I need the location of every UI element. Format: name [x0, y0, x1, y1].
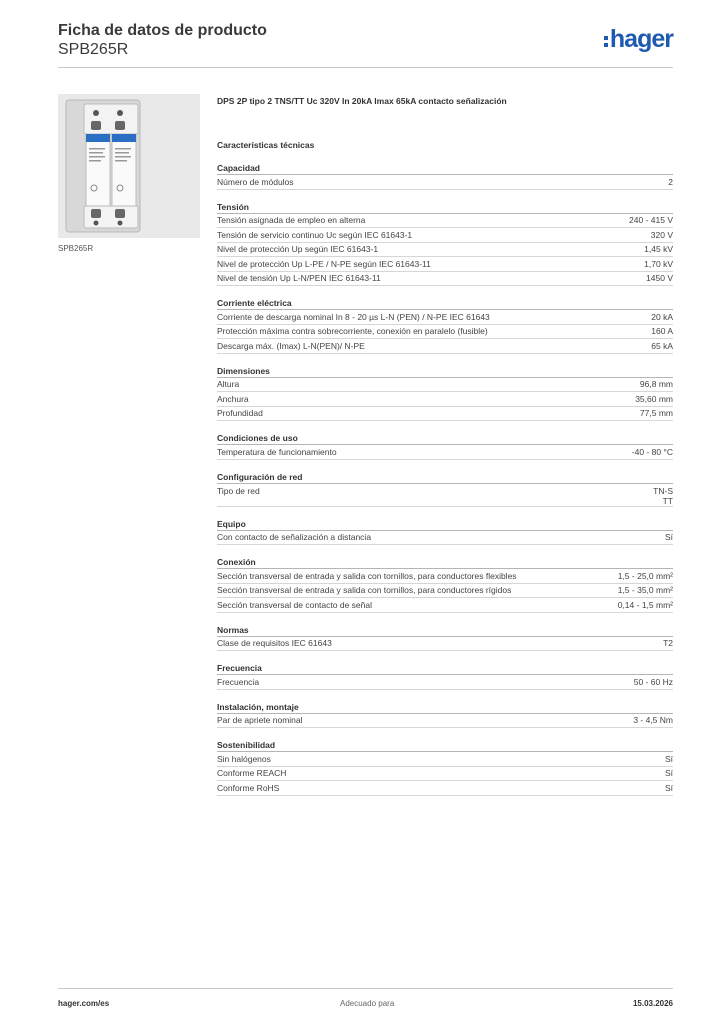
- spec-label: Sección transversal de entrada y salida con tornillos, para conductores flexibles: [217, 570, 517, 581]
- spec-value: 20 kA: [651, 311, 673, 322]
- page-footer: [58, 988, 673, 1008]
- spec-label: Par de apriete nominal: [217, 715, 303, 726]
- section-title: Configuración de red: [217, 468, 673, 484]
- spec-row: [217, 175, 673, 190]
- section-title: Tensión: [217, 198, 673, 214]
- spec-label: Sin halógenos: [217, 753, 271, 764]
- spec-row: [217, 392, 673, 407]
- image-caption: SPB265R: [58, 244, 94, 253]
- spec-value: 320 V: [650, 229, 673, 240]
- spec-row: [217, 752, 673, 767]
- spec-section: [217, 621, 673, 652]
- spec-value-line: TN-S: [653, 485, 673, 496]
- spec-row: [217, 325, 673, 340]
- spec-label: Clase de requisitos IEC 61643: [217, 638, 332, 649]
- spec-label: Sección transversal de contacto de señal: [217, 599, 372, 610]
- spec-value-line: TT: [662, 495, 673, 506]
- spec-section: [217, 294, 673, 354]
- spec-section: [217, 159, 673, 190]
- spec-row: [217, 445, 673, 460]
- spec-row: [217, 272, 673, 287]
- spec-label: Protección máxima contra sobrecorriente, conexión en paralelo (fusible): [217, 326, 488, 337]
- section-title: Instalación, montaje: [217, 698, 673, 714]
- spec-row: [217, 675, 673, 690]
- spec-label: Tipo de red: [217, 485, 260, 496]
- spec-row: [217, 584, 673, 599]
- spec-value: 2: [668, 176, 673, 187]
- spec-label: Tensión de servicio continuo Uc según IEC 61643-1: [217, 229, 413, 240]
- spec-sections: [217, 159, 673, 796]
- spec-label: Tensión asignada de empleo en alterna: [217, 215, 366, 226]
- section-title: Corriente eléctrica: [217, 294, 673, 310]
- spec-section: [217, 698, 673, 729]
- spec-value: 35,60 mm: [635, 393, 673, 404]
- spec-label: Número de módulos: [217, 176, 294, 187]
- spec-value: 1,5 - 25,0 mm²: [617, 570, 673, 581]
- spec-row: [217, 310, 673, 325]
- spec-value: Sí: [664, 768, 673, 779]
- spec-section: [217, 515, 673, 546]
- spec-row: [217, 781, 673, 796]
- spec-row: [217, 598, 673, 613]
- spec-value: 1,45 kV: [644, 244, 673, 255]
- spec-row: [217, 378, 673, 393]
- page-title: Ficha de datos de producto: [58, 22, 267, 39]
- spec-label: Descarga máx. (Imax) L-N(PEN)/ N-PE: [217, 340, 365, 351]
- spec-content: [217, 96, 673, 796]
- spec-value: T2: [663, 638, 673, 649]
- spec-section: [217, 736, 673, 796]
- spec-label: Conforme RoHS: [217, 782, 280, 793]
- section-title: Frecuencia: [217, 659, 673, 675]
- spec-value: 240 - 415 V: [629, 215, 673, 226]
- section-title: Capacidad: [217, 159, 673, 175]
- product-reference: SPB265R: [58, 41, 129, 58]
- spec-value: Sí: [664, 782, 673, 793]
- spec-label: Sección transversal de entrada y salida con tornillos, para conductores rígidos: [217, 585, 512, 596]
- spec-row: [217, 531, 673, 546]
- product-description: DPS 2P tipo 2 TNS/TT Uc 320V In 20kA Imax 65kA contacto señalización: [217, 96, 507, 106]
- spec-label: Conforme REACH: [217, 768, 287, 779]
- logo-dots-icon: [604, 36, 608, 47]
- section-title: Normas: [217, 621, 673, 637]
- spec-label: Frecuencia: [217, 676, 260, 687]
- page-header: [58, 22, 673, 68]
- footer-website-link[interactable]: hager.com/es: [58, 999, 110, 1008]
- spec-label: Con contacto de señalización a distancia: [217, 532, 372, 543]
- spec-value: 50 - 60 Hz: [633, 676, 673, 687]
- spec-row: [217, 714, 673, 729]
- spec-value: 160 A: [651, 326, 673, 337]
- specs-heading: Características técnicas: [217, 140, 315, 150]
- spec-section: [217, 659, 673, 690]
- spec-section: [217, 198, 673, 287]
- spec-row: [217, 569, 673, 584]
- spec-row: [217, 228, 673, 243]
- hager-logo[interactable]: [604, 24, 673, 54]
- spec-value: [653, 486, 673, 506]
- spec-value: -40 - 80 °C: [631, 446, 673, 457]
- spec-value: 1,5 - 35,0 mm²: [617, 585, 673, 596]
- spec-section: [217, 362, 673, 422]
- spec-row: [217, 637, 673, 652]
- spec-label: Altura: [217, 379, 240, 390]
- section-title: Sostenibilidad: [217, 736, 673, 752]
- spec-label: Corriente de descarga nominal In 8 - 20 µs L-N (PEN) / N-PE IEC 61643: [217, 311, 490, 322]
- logo-text: hager: [609, 24, 673, 53]
- spec-value: 3 - 4,5 Nm: [633, 715, 673, 726]
- spec-section: [217, 468, 673, 507]
- spec-value: 1,70 kV: [644, 258, 673, 269]
- spec-value: 77,5 mm: [639, 408, 673, 419]
- product-image: [58, 94, 200, 238]
- spec-value: Sí: [664, 532, 673, 543]
- section-title: Dimensiones: [217, 362, 673, 378]
- spec-section: [217, 429, 673, 460]
- section-title: Conexión: [217, 553, 673, 569]
- spec-row: [217, 243, 673, 258]
- spec-value: 0,14 - 1,5 mm²: [617, 599, 673, 610]
- footer-center-text: Adecuado para: [340, 999, 395, 1008]
- spec-row: [217, 484, 673, 507]
- surge-protector-illustration: [58, 94, 200, 238]
- spec-label: Nivel de protección Up L-PE / N-PE según IEC 61643-11: [217, 258, 431, 269]
- spec-value: Sí: [664, 753, 673, 764]
- spec-label: Profundidad: [217, 408, 263, 419]
- spec-value: 96,8 mm: [639, 379, 673, 390]
- spec-section: [217, 553, 673, 613]
- footer-date: 15.03.2026: [632, 999, 673, 1008]
- spec-row: [217, 767, 673, 782]
- spec-value: 1450 V: [646, 273, 673, 284]
- spec-label: Temperatura de funcionamiento: [217, 446, 337, 457]
- spec-row: [217, 339, 673, 354]
- spec-label: Nivel de tensión Up L-N/PEN IEC 61643-11: [217, 273, 381, 284]
- spec-row: [217, 407, 673, 422]
- spec-value: 65 kA: [651, 340, 673, 351]
- section-title: Condiciones de uso: [217, 429, 673, 445]
- spec-label: Nivel de protección Up según IEC 61643-1: [217, 244, 379, 255]
- spec-row: [217, 257, 673, 272]
- spec-row: [217, 214, 673, 229]
- spec-label: Anchura: [217, 393, 249, 404]
- section-title: Equipo: [217, 515, 673, 531]
